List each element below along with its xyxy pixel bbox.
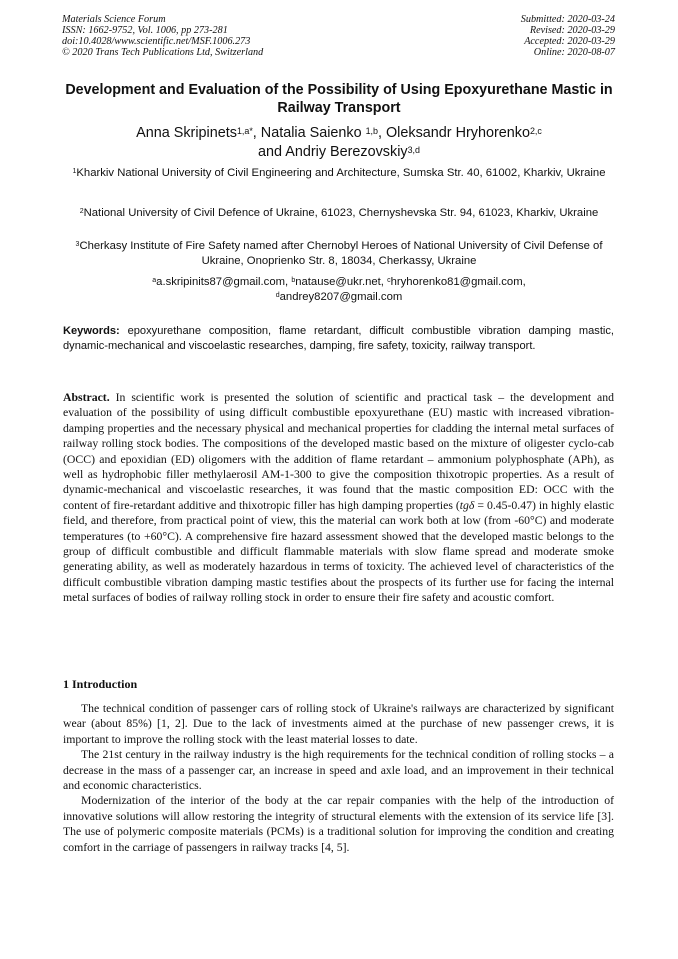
abstract-text: = 0.45-0.47) in highly elastic field, and therefore, from practical point of view, this the material can work both at low (from -60°C) and moderate temperatures (to +60°C). A comprehensive fire hazard assessment showed that the developed mastic belongs to the group of difficult combustible and difficult flammable materials with slow flame spread and moderate smoke generating ability, as well as moderately hazardous in terms of toxicity. The achieved level of characteristics of the difficult combustible vibration damping mastic testifies about the prospects of its further use for facing the internal metal surfaces of bodies of railway rolling stock in order to ensure their fire safety and acoustic comfort. [63, 498, 614, 605]
email-mark: a [152, 277, 157, 284]
paragraph: The 21st century in the railway industry is the high requirements for the technical condition of rolling stocks – a decrease in the mass of a passenger car, an increase in speed and axle load, and an improvement in their technical and economic characteristics. [63, 748, 614, 793]
affiliation-mark: 3 [75, 241, 80, 248]
affiliation-mark: 2 [79, 208, 84, 215]
date-submitted: Submitted: 2020-03-24 [520, 14, 615, 25]
affiliation-text: Kharkiv National University of Civil Engineering and Architecture, Sumska Str. 40, 61002, Kharkiv, Ukraine [76, 167, 606, 179]
journal-issn: ISSN: 1662-9752, Vol. 1006, pp 273-281 [62, 25, 228, 36]
journal-name: Materials Science Forum [62, 14, 166, 25]
paragraph: The technical condition of passenger cars of rolling stock of Ukraine's railways are characterized by significant wear (about 85%) [1, 2]. Due to the lack of investments aimed at the purchase of new passenger crews, it is important to improve the rolling stock with the least material losses to date. [63, 702, 614, 746]
date-online: Online: 2020-08-07 [533, 47, 615, 58]
paragraph: Modernization of the interior of the body at the car repair companies with the help of the introduction of innovative solutions will allow restoring the integrity of structural elements with the extension of its service life [3]. The use of polymeric composite materials (PCMs) is a traditional solution for improving the condition and creating comfort in the carriage of passengers in railway tracks [4, 5]. [63, 794, 614, 854]
email-mark: d [275, 292, 280, 299]
journal-copyright: © 2020 Trans Tech Publications Ltd, Switzerland [62, 47, 264, 58]
author-name: Anna Skripinets [136, 125, 237, 141]
journal-info [62, 14, 263, 58]
section-heading: 1 Introduction [63, 677, 138, 691]
author-list [50, 124, 628, 162]
email-link[interactable]: natause@ukr.net, [295, 276, 388, 288]
keywords-label: Keywords: [63, 325, 120, 337]
author-separator: , [252, 125, 261, 141]
email-link[interactable]: hryhorenko81@gmail.com, [390, 276, 526, 288]
journal-doi[interactable]: doi:10.4028/www.scientific.net/MSF.1006.273 [62, 36, 251, 47]
author-name: and Andriy Berezovskiy [258, 144, 408, 160]
affiliation-2 [58, 206, 620, 221]
date-accepted: Accepted: 2020-03-29 [524, 36, 615, 47]
date-revised: Revised: 2020-03-29 [529, 25, 615, 36]
author-affiliation-mark: 1,a* [236, 126, 253, 136]
publication-dates [521, 14, 615, 58]
keywords [63, 324, 614, 353]
email-link[interactable]: andrey8207@gmail.com [279, 291, 403, 303]
affiliation-text: Cherkasy Institute of Fire Safety named after Chernobyl Heroes of National University of Civil Defense of Ukraine, Onoprienko Str. 8, 18034, Cherkassy, Ukraine [79, 240, 603, 267]
author-name: Oleksandr Hryhorenko [385, 125, 530, 141]
affiliation-1 [58, 166, 620, 181]
author-affiliation-mark: 1,b [365, 126, 378, 136]
author-affiliation-mark: 3,d [407, 145, 420, 155]
keywords-text: epoxyurethane composition, flame retardant, difficult combustible vibration damping mastic, dynamic-mechanical and viscoelastic researches, damping, fire safety, toxicity, railway transport. [63, 325, 614, 352]
author-separator: , [377, 125, 386, 141]
author-name: Natalia Saienko [260, 125, 366, 141]
email-list [58, 275, 620, 305]
abstract-text: In scientific work is presented the solution of scientific and practical task – the development and evaluation of the possibility of using difficult combustible epoxyurethane (EU) mastic with increased vibration-damping properties and the necessary physical and mechanical properties for cladding the internal metal surfaces of railway rolling stock bodies. The compositions of the developed mastic based on the mixture of oligester cyclo-cab (OCC) and epoxidian (ED) oligomers with the addition of flame retardant – ammonium polyphosphate (APh), as well as hydrophobic filler methylaerosil AM-1-300 to give the composition thixotropic properties. As a result of dynamic-mechanical and viscoelastic researches, it was found that the mastic composition ED: OCC with the content of fire-retardant additive and thixotropic filler has high damping properties ( [63, 391, 614, 512]
email-link[interactable]: a.skripinits87@gmail.com, [156, 276, 292, 288]
abstract-label: Abstract. [63, 391, 110, 404]
paper-title: Development and Evaluation of the Possibility of Using Epoxyurethane Mastic in Railway Transport [65, 82, 613, 116]
affiliation-text: National University of Civil Defence of Ukraine, 61023, Chernyshevska Str. 94, 61023, Kharkiv, Ukraine [83, 207, 599, 219]
section-body [63, 701, 614, 855]
email-mark: b [291, 277, 296, 284]
affiliation-mark: 1 [72, 168, 77, 175]
abstract-symbol: tgδ [459, 498, 475, 512]
email-mark: c [387, 277, 391, 284]
affiliation-3 [58, 239, 620, 269]
author-affiliation-mark: 2,c [529, 126, 542, 136]
abstract [63, 390, 614, 606]
